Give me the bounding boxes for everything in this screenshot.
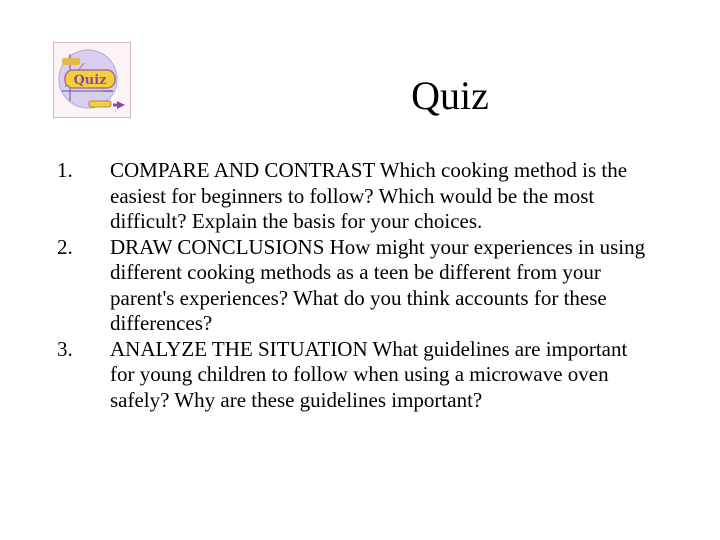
- logo-badge-text: Quiz: [73, 73, 107, 88]
- page-title: Quiz: [411, 73, 489, 118]
- item-number: 2.: [57, 234, 73, 259]
- question-text: ANALYZE THE SITUATION What guidelines are important for young children to follow when using a microwave oven safely? Why are these guidelines important?: [110, 336, 628, 412]
- item-number: 1.: [57, 158, 73, 182]
- item-number: 3.: [57, 336, 73, 361]
- question-text: COMPARE AND CONTRAST Which cooking method is the easiest for beginners to follow? Which would be the most difficult? Explain the basis for your choices.: [110, 158, 628, 233]
- list-item: [0, 337, 655, 414]
- question-text: DRAW CONCLUSIONS How might your experiences in using different cooking methods as a teen be different from your parent's experiences? What do you think accounts for these differences?: [110, 234, 646, 335]
- question-list: [0, 158, 655, 413]
- list-item: [0, 235, 655, 337]
- list-item: [0, 158, 655, 235]
